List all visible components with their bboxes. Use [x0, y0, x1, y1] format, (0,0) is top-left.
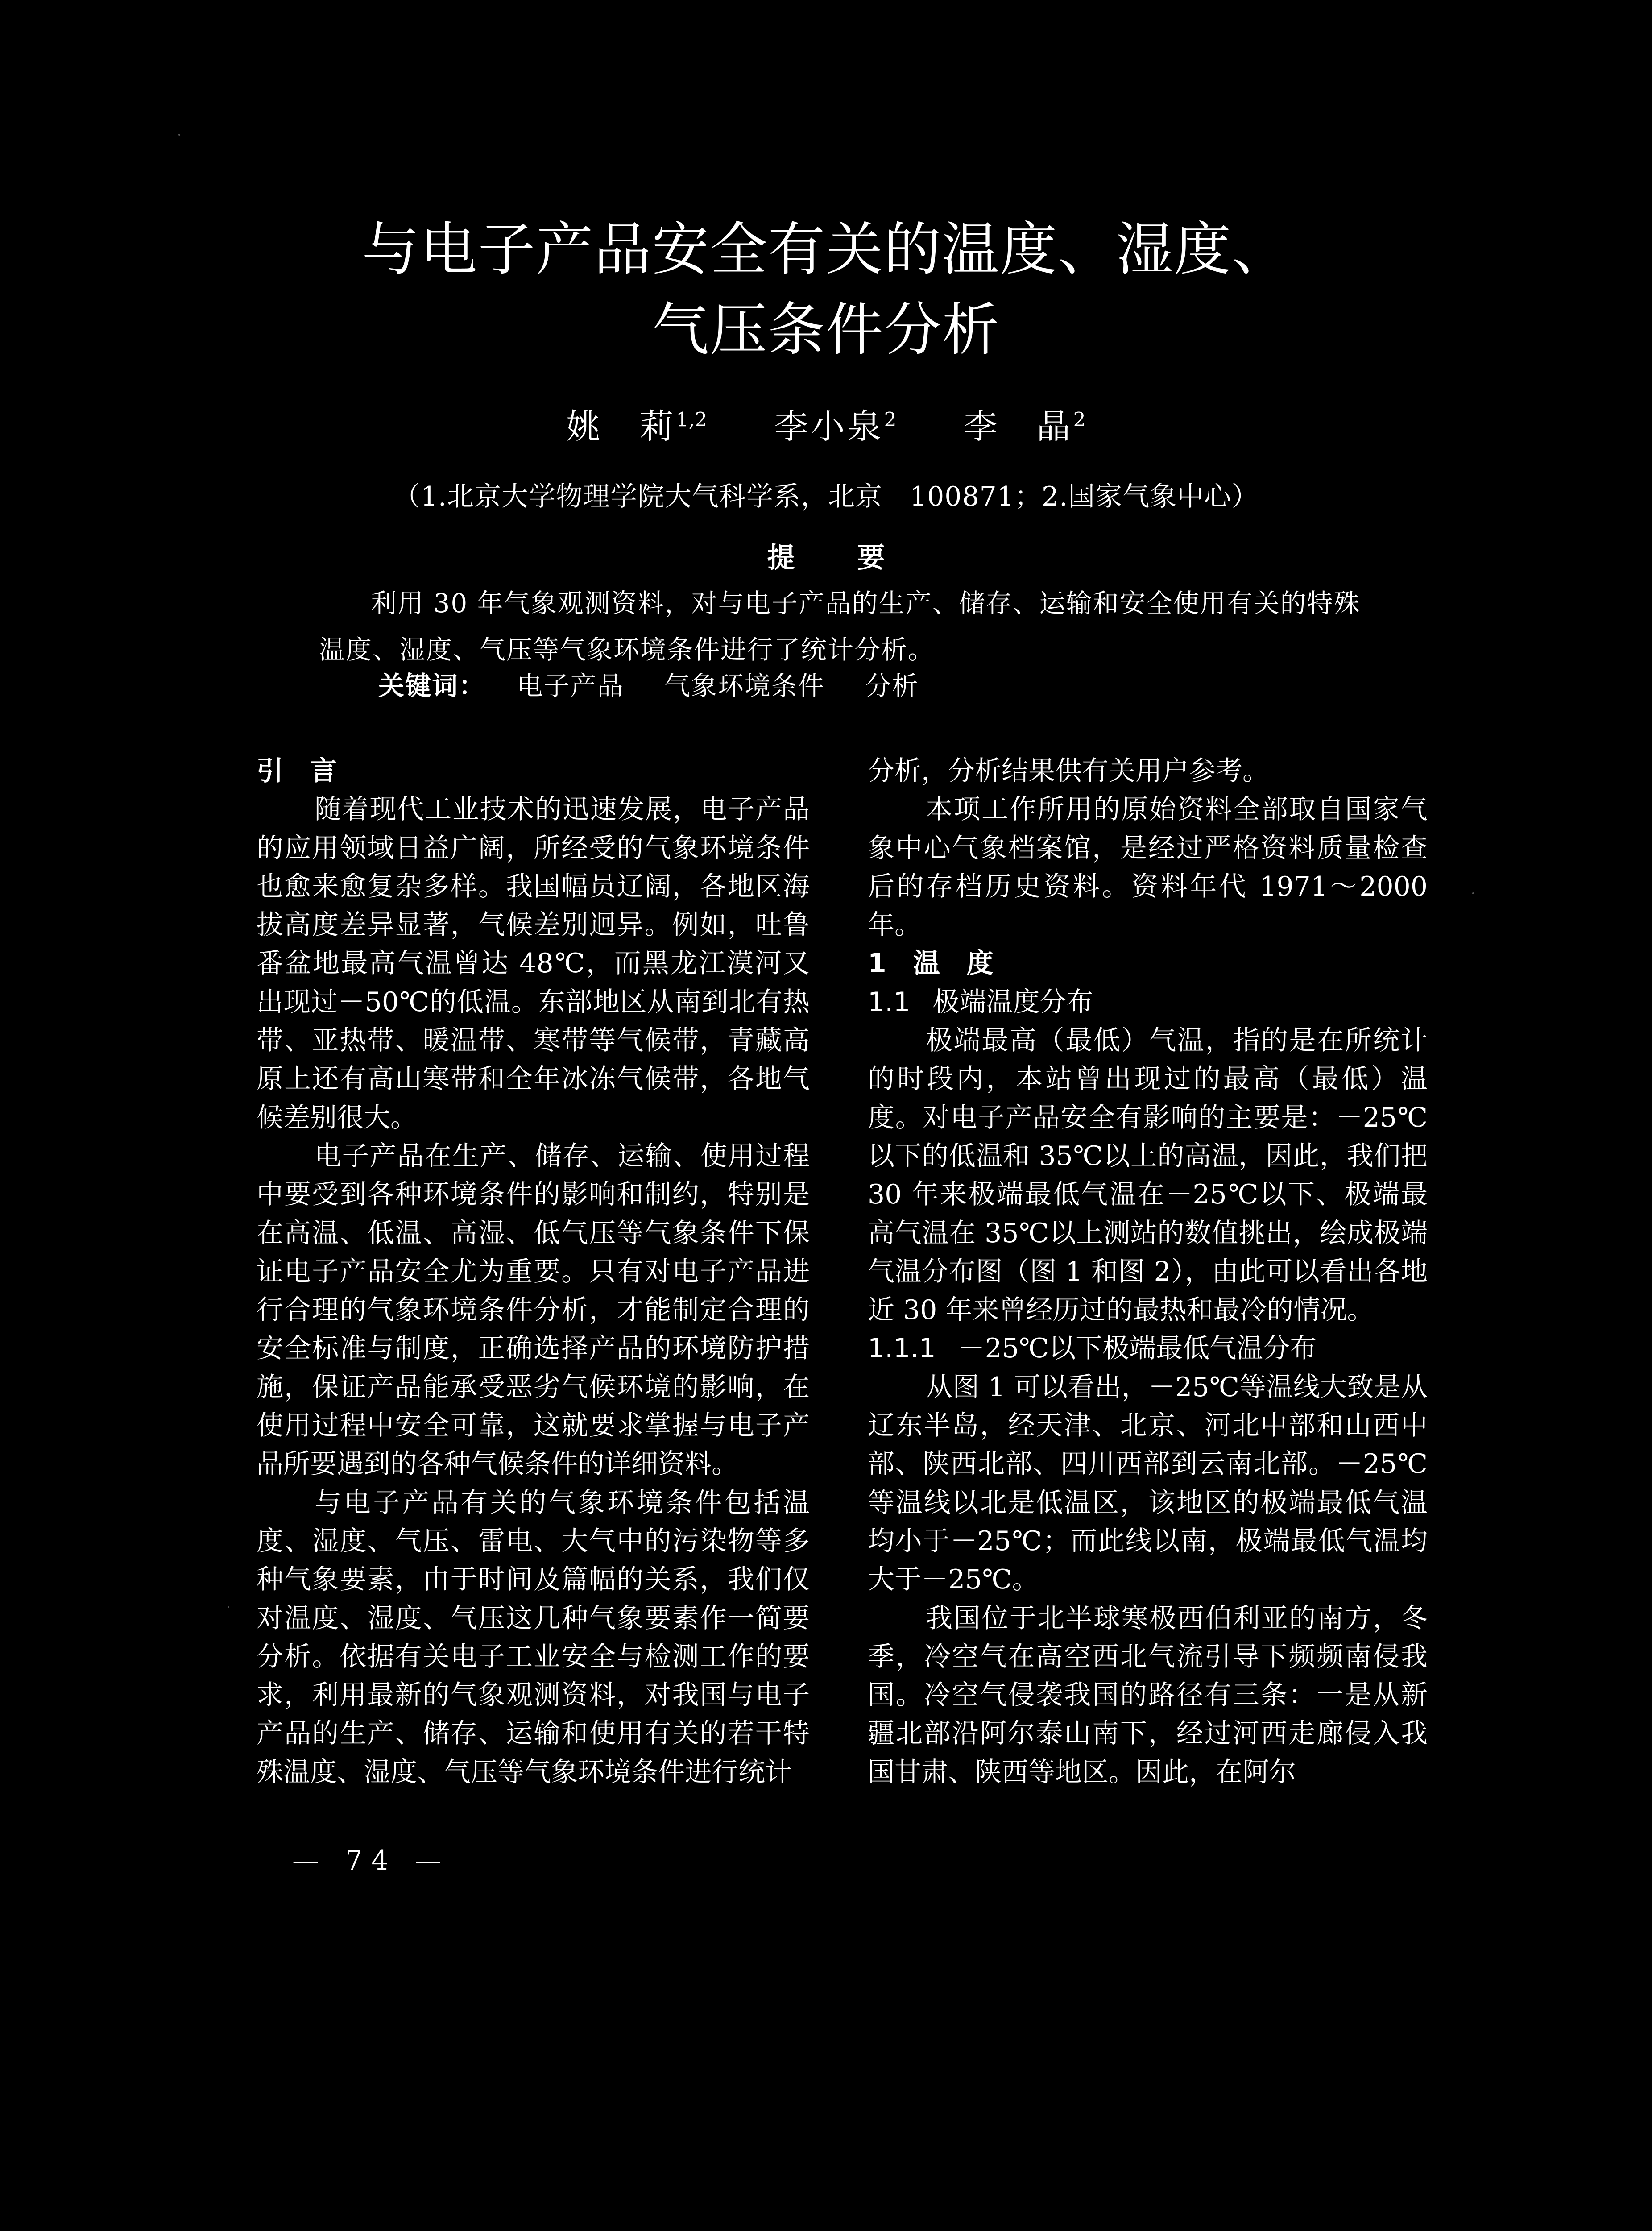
section-heading-1: 1 温 度 [868, 948, 994, 979]
abstract-text: 利用 30 年气象观测资料，对与电子产品的生产、储存、运输和安全使用有关的特殊温度、湿度、气压等气象环境条件进行了统计分析。 [319, 588, 1361, 665]
paragraph: 电子产品在生产、储存、运输、使用过程中要受到各种环境条件的影响和制约，特别是在高温、低温、高湿、低气压等气象条件下保证电子产品安全尤为重要。只有对电子产品进行合理的气象环境条件分析，才能制定合理的安全标准与制度，正确选择产品的环境防护措施，保证产品能承受恶劣气候环境的影响，在使用过程中安全可靠，这就要求掌握与电子产品所要遇到的各种气候条件的详细资料。 [257, 1140, 810, 1480]
author-3 [964, 406, 1086, 446]
paragraph: 从图 1 可以看出，－25℃等温线大致是从辽东半岛，经天津、北京、河北中部和山西中部、陕西北部、四川西部到云南北部。－25℃等温线以北是低温区，该地区的极端最低气温均小于－25℃；而此线以南，极端最低气温均大于－25℃。 [868, 1371, 1428, 1596]
section-heading-1-1-1: 1.1.1 －25℃以下极端最低气温分布 [868, 1333, 1317, 1364]
author-name: 李 晶 [963, 406, 1073, 446]
abstract-heading [0, 535, 1652, 575]
author-1 [566, 406, 707, 446]
author-list [0, 399, 1652, 448]
title-line-2: 气压条件分析 [652, 297, 1000, 363]
paragraph: 我国位于北半球寒极西伯利亚的南方，冬季，冷空气在高空西北气流引导下频频南侵我国。冷空气侵袭我国的路径有三条：一是从新疆北部沿阿尔泰山南下，经过河西走廊侵入我国甘肃、陕西等地区。因此，在阿尔 [868, 1602, 1428, 1788]
keyword: 电子产品 [517, 671, 624, 701]
author-affiliation-mark: 2 [884, 408, 897, 431]
paragraph: 本项工作所用的原始资料全部取自国家气象中心气象档案馆，是经过严格资料质量检查后的存档历史资料。资料年代 1971～2000 年。 [868, 794, 1428, 941]
left-column [257, 752, 810, 1791]
paper-title [0, 210, 1652, 370]
paragraph: 极端最高（最低）气温，指的是在所统计的时段内，本站曾出现过的最高（最低）温度。对电子产品安全有影响的主要是：－25℃以下的低温和 35℃以上的高温，因此，我们把 30 年来极端最低气温在－25℃以下、极端最高气温在 35℃以上测站的数值挑出，绘成极端气温分布图（图 1 和图 2），由此可以看出各地近 30 年来曾经历过的最热和最冷的情况。 [868, 1025, 1428, 1326]
scan-speck [178, 134, 180, 136]
right-column [868, 752, 1428, 1791]
author-affiliation-mark: 2 [1073, 408, 1086, 431]
keyword: 分析 [865, 671, 919, 701]
author-name: 李小泉 [774, 406, 884, 446]
keyword: 气象环境条件 [664, 671, 825, 701]
section-heading-1-1: 1.1 极端温度分布 [868, 986, 1093, 1018]
scan-speck [228, 1606, 229, 1608]
title-line-1: 与电子产品安全有关的温度、湿度、 [362, 216, 1290, 283]
page-number: — 74 — [292, 1845, 451, 1876]
author-name: 姚 莉 [566, 406, 676, 446]
scan-speck [1472, 892, 1474, 894]
author-affiliation-mark: 1,2 [676, 408, 708, 431]
section-heading-intro: 引 言 [257, 755, 337, 787]
keywords-line [378, 665, 950, 702]
abstract-heading-char: 提 [767, 541, 795, 574]
paragraph-continuation: 分析，分析结果供有关用户参考。 [868, 755, 1269, 787]
paragraph: 随着现代工业技术的迅速发展，电子产品的应用领域日益广阔，所经受的气象环境条件也愈来愈复杂多样。我国幅员辽阔，各地区海拔高度差异显著，气候差别迥异。例如，吐鲁番盆地最高气温曾达 48℃，而黑龙江漠河又出现过－50℃的低温。东部地区从南到北有热带、亚热带、暖温带、寒带等气候带，青藏高原上还有高山寒带和全年冰冻气候带，各地气候差别很大。 [257, 794, 810, 1133]
affiliation: （1.北京大学物理学院大气科学系，北京 100871；2.国家气象中心） [393, 481, 1259, 512]
author-2 [774, 406, 896, 446]
paragraph: 与电子产品有关的气象环境条件包括温度、湿度、气压、雷电、大气中的污染物等多种气象要素，由于时间及篇幅的关系，我们仅对温度、湿度、气压这几种气象要素作一简要分析。依据有关电子工业安全与检测工作的要求，利用最新的气象观测资料，对我国与电子产品的生产、储存、运输和使用有关的若干特殊温度、湿度、气压等气象环境条件进行统计 [257, 1487, 810, 1788]
abstract-heading-char: 要 [857, 541, 885, 574]
keywords-label: 关键词： [378, 671, 486, 701]
